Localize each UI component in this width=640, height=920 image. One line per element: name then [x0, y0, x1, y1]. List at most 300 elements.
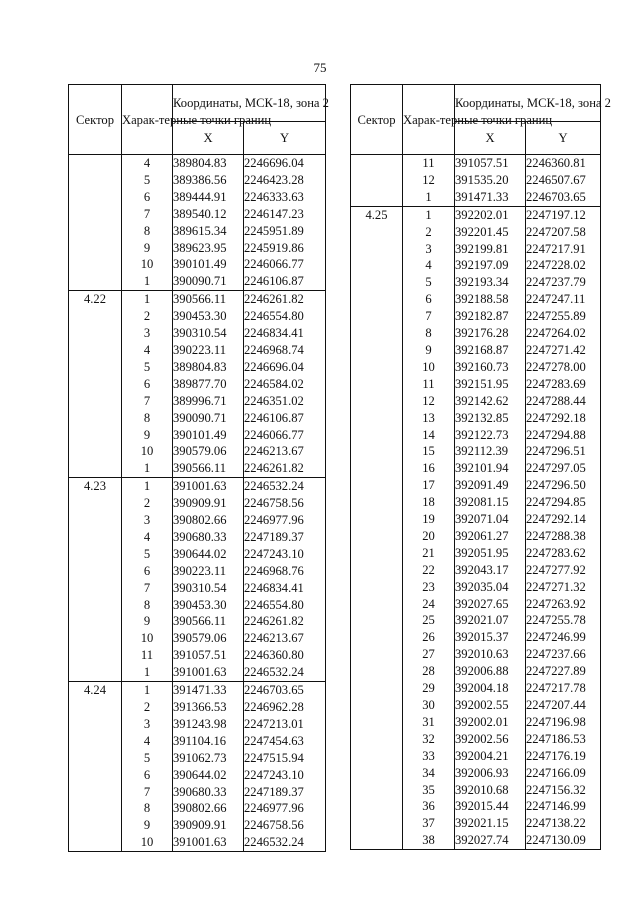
sector-cell — [351, 815, 403, 832]
y-cell: 2247207.44 — [526, 697, 601, 714]
x-cell: 392021.07 — [455, 612, 526, 629]
sector-cell — [69, 546, 122, 563]
sector-cell: 4.25 — [351, 206, 403, 223]
table-row — [351, 748, 601, 765]
x-cell: 392010.63 — [455, 646, 526, 663]
point-cell: 34 — [403, 765, 455, 782]
x-cell: 391104.16 — [173, 733, 244, 750]
point-cell: 7 — [403, 308, 455, 325]
x-cell: 389623.95 — [173, 240, 244, 257]
x-cell: 390802.66 — [173, 800, 244, 817]
point-cell: 3 — [122, 325, 173, 342]
x-cell: 392188.58 — [455, 291, 526, 308]
sector-cell: 4.24 — [69, 682, 122, 699]
sector-cell — [351, 274, 403, 291]
y-cell: 2247237.79 — [526, 274, 601, 291]
point-cell: 6 — [122, 376, 173, 393]
y-cell: 2247271.42 — [526, 342, 601, 359]
y-cell: 2247294.88 — [526, 427, 601, 444]
x-cell: 390223.11 — [173, 342, 244, 359]
sector-cell — [69, 647, 122, 664]
table-row — [69, 206, 326, 223]
x-cell: 392027.74 — [455, 832, 526, 849]
sector-cell — [69, 376, 122, 393]
sector-cell — [351, 748, 403, 765]
y-cell: 2246554.80 — [244, 597, 326, 614]
x-cell: 392035.04 — [455, 579, 526, 596]
x-cell: 389877.70 — [173, 376, 244, 393]
x-cell: 392043.17 — [455, 562, 526, 579]
y-cell: 2247176.19 — [526, 748, 601, 765]
point-cell: 8 — [122, 223, 173, 240]
sector-cell — [69, 223, 122, 240]
point-cell: 3 — [403, 241, 455, 258]
y-cell: 2246106.87 — [244, 273, 326, 290]
y-cell: 2246333.63 — [244, 189, 326, 206]
y-cell: 2247283.62 — [526, 545, 601, 562]
y-cell: 2246213.67 — [244, 443, 326, 460]
table-row — [69, 512, 326, 529]
y-cell: 2247228.02 — [526, 257, 601, 274]
point-cell: 27 — [403, 646, 455, 663]
y-cell: 2246968.76 — [244, 563, 326, 580]
y-cell: 2246584.02 — [244, 376, 326, 393]
x-cell: 390223.11 — [173, 563, 244, 580]
sector-cell — [351, 291, 403, 308]
table-row — [351, 545, 601, 562]
x-cell: 391057.51 — [455, 155, 526, 172]
point-cell: 6 — [403, 291, 455, 308]
x-cell: 392091.49 — [455, 477, 526, 494]
table-row — [351, 714, 601, 731]
point-cell: 4 — [122, 155, 173, 172]
table-row — [351, 189, 601, 206]
point-cell: 9 — [403, 342, 455, 359]
x-cell: 392176.28 — [455, 325, 526, 342]
table-row — [69, 613, 326, 630]
point-cell: 6 — [122, 767, 173, 784]
table-row — [351, 782, 601, 799]
sector-cell — [69, 664, 122, 681]
sector-cell — [351, 359, 403, 376]
y-cell: 2247277.92 — [526, 562, 601, 579]
sector-cell — [69, 767, 122, 784]
y-cell: 2247207.58 — [526, 224, 601, 241]
point-cell: 10 — [403, 359, 455, 376]
sector-cell — [351, 680, 403, 697]
table-row — [351, 765, 601, 782]
y-cell: 2247515.94 — [244, 750, 326, 767]
table-row — [69, 800, 326, 817]
x-cell: 392197.09 — [455, 257, 526, 274]
y-cell: 2246962.28 — [244, 699, 326, 716]
point-cell: 11 — [403, 376, 455, 393]
point-cell: 15 — [403, 443, 455, 460]
y-cell: 2247197.12 — [526, 206, 601, 223]
sector-cell — [69, 342, 122, 359]
x-cell: 392071.04 — [455, 511, 526, 528]
table-row — [351, 206, 601, 223]
y-cell: 2247296.51 — [526, 443, 601, 460]
table-row — [351, 511, 601, 528]
x-cell: 390579.06 — [173, 443, 244, 460]
table-row — [351, 798, 601, 815]
point-cell: 7 — [122, 784, 173, 801]
y-cell: 2246834.41 — [244, 580, 326, 597]
table-row — [69, 495, 326, 512]
y-cell: 2247255.89 — [526, 308, 601, 325]
sector-cell — [69, 427, 122, 444]
y-cell: 2247138.22 — [526, 815, 601, 832]
sector-cell — [351, 155, 403, 172]
y-cell: 2247278.00 — [526, 359, 601, 376]
y-cell: 2246968.74 — [244, 342, 326, 359]
sector-cell — [69, 817, 122, 834]
y-cell: 2246147.23 — [244, 206, 326, 223]
sector-cell — [351, 443, 403, 460]
y-cell: 2247292.14 — [526, 511, 601, 528]
table-row — [351, 241, 601, 258]
table-row — [69, 630, 326, 647]
x-cell: 392160.73 — [455, 359, 526, 376]
point-cell: 8 — [403, 325, 455, 342]
y-cell: 2246703.65 — [244, 682, 326, 699]
x-cell: 392081.15 — [455, 494, 526, 511]
table-row — [351, 172, 601, 189]
y-cell: 2245919.86 — [244, 240, 326, 257]
point-cell: 2 — [403, 224, 455, 241]
table-row — [69, 308, 326, 325]
point-cell: 25 — [403, 612, 455, 629]
point-cell: 10 — [122, 630, 173, 647]
point-cell: 9 — [122, 427, 173, 444]
sector-cell — [351, 832, 403, 849]
sector-cell — [351, 427, 403, 444]
sector-cell — [69, 630, 122, 647]
x-cell: 390909.91 — [173, 495, 244, 512]
sector-cell — [69, 325, 122, 342]
x-cell: 392006.93 — [455, 765, 526, 782]
sector-cell — [351, 325, 403, 342]
x-cell: 392027.65 — [455, 596, 526, 613]
y-cell: 2247130.09 — [526, 832, 601, 849]
point-cell: 10 — [122, 443, 173, 460]
sector-cell — [351, 393, 403, 410]
sector-cell — [69, 750, 122, 767]
table-row — [351, 359, 601, 376]
x-cell: 390579.06 — [173, 630, 244, 647]
sector-cell — [351, 562, 403, 579]
sector-header: Сектор — [351, 85, 403, 155]
x-cell: 392201.45 — [455, 224, 526, 241]
table-row — [351, 477, 601, 494]
sector-cell — [351, 410, 403, 427]
point-cell: 22 — [403, 562, 455, 579]
y-cell: 2247243.10 — [244, 546, 326, 563]
x-cell: 392015.37 — [455, 629, 526, 646]
x-cell: 391471.33 — [173, 682, 244, 699]
sector-cell — [351, 697, 403, 714]
table-row — [351, 155, 601, 172]
sector-cell — [351, 189, 403, 206]
sector-cell — [69, 410, 122, 427]
y-cell: 2246213.67 — [244, 630, 326, 647]
table-row — [69, 784, 326, 801]
table-row — [69, 478, 326, 495]
point-cell: 2 — [122, 495, 173, 512]
x-cell: 392004.18 — [455, 680, 526, 697]
table-row — [69, 682, 326, 699]
table-row — [69, 325, 326, 342]
x-cell: 392112.39 — [455, 443, 526, 460]
y-cell: 2246106.87 — [244, 410, 326, 427]
x-cell: 392193.34 — [455, 274, 526, 291]
coordinates-table-left — [68, 84, 329, 852]
y-cell: 2246703.65 — [526, 189, 601, 206]
x-header: X — [173, 122, 244, 155]
table-row — [69, 359, 326, 376]
table-row — [69, 460, 326, 477]
table-row — [69, 716, 326, 733]
table-row — [351, 376, 601, 393]
y-cell: 2247255.78 — [526, 612, 601, 629]
y-cell: 2246360.80 — [244, 647, 326, 664]
x-cell: 389804.83 — [173, 155, 244, 172]
sector-cell — [351, 579, 403, 596]
point-cell: 8 — [122, 597, 173, 614]
sector-cell — [69, 563, 122, 580]
coordinates-header: Координаты, МСК-18, зона 2 — [173, 85, 326, 122]
table-row — [351, 274, 601, 291]
table-row — [69, 223, 326, 240]
y-cell: 2247156.32 — [526, 782, 601, 799]
x-cell: 390680.33 — [173, 529, 244, 546]
y-cell: 2246532.24 — [244, 834, 326, 851]
y-cell: 2247217.78 — [526, 680, 601, 697]
x-cell: 392122.73 — [455, 427, 526, 444]
point-cell: 5 — [122, 359, 173, 376]
y-cell: 2247189.37 — [244, 784, 326, 801]
table-row — [69, 834, 326, 851]
point-cell: 4 — [122, 733, 173, 750]
point-cell: 1 — [122, 478, 173, 495]
x-cell: 391471.33 — [455, 189, 526, 206]
table-body-left — [69, 155, 326, 852]
sector-cell — [69, 155, 122, 172]
table-row — [69, 664, 326, 681]
point-cell: 1 — [122, 664, 173, 681]
sector-cell — [351, 646, 403, 663]
y-cell: 2246696.04 — [244, 155, 326, 172]
y-cell: 2247292.18 — [526, 410, 601, 427]
sector-cell — [69, 359, 122, 376]
sector-cell — [69, 206, 122, 223]
x-cell: 392199.81 — [455, 241, 526, 258]
y-cell: 2247288.44 — [526, 393, 601, 410]
sector-cell — [69, 172, 122, 189]
table-row — [351, 731, 601, 748]
point-cell: 11 — [403, 155, 455, 172]
point-cell: 3 — [122, 716, 173, 733]
point-cell: 12 — [403, 172, 455, 189]
table-row — [351, 832, 601, 849]
x-cell: 391366.53 — [173, 699, 244, 716]
point-cell: 28 — [403, 663, 455, 680]
y-cell: 2247166.09 — [526, 765, 601, 782]
x-cell: 389444.91 — [173, 189, 244, 206]
point-cell: 4 — [122, 342, 173, 359]
point-cell: 5 — [403, 274, 455, 291]
table-row — [69, 155, 326, 172]
x-cell: 392002.55 — [455, 697, 526, 714]
table-row — [69, 172, 326, 189]
x-cell: 392006.88 — [455, 663, 526, 680]
point-cell: 9 — [122, 817, 173, 834]
sector-cell — [351, 342, 403, 359]
x-cell: 390090.71 — [173, 273, 244, 290]
point-cell: 1 — [122, 273, 173, 290]
sector-cell — [69, 512, 122, 529]
y-cell: 2247288.38 — [526, 528, 601, 545]
table-row — [69, 256, 326, 273]
y-cell: 2247296.50 — [526, 477, 601, 494]
sector-cell — [351, 731, 403, 748]
table-row — [69, 410, 326, 427]
sector-header: Сектор — [69, 85, 122, 155]
sector-cell — [351, 545, 403, 562]
x-cell: 389386.56 — [173, 172, 244, 189]
y-cell: 2247454.63 — [244, 733, 326, 750]
point-cell: 3 — [122, 512, 173, 529]
table-row — [351, 393, 601, 410]
sector-cell — [69, 308, 122, 325]
sector-cell — [351, 241, 403, 258]
y-header: Y — [244, 122, 326, 155]
y-cell: 2247294.85 — [526, 494, 601, 511]
x-cell: 392132.85 — [455, 410, 526, 427]
point-cell: 8 — [122, 800, 173, 817]
y-cell: 2246532.24 — [244, 664, 326, 681]
y-cell: 2245951.89 — [244, 223, 326, 240]
table-row — [69, 817, 326, 834]
point-cell: 31 — [403, 714, 455, 731]
table-row — [69, 443, 326, 460]
point-cell: 14 — [403, 427, 455, 444]
table-row — [69, 647, 326, 664]
x-cell: 392202.01 — [455, 206, 526, 223]
table-row — [351, 257, 601, 274]
x-cell: 390566.11 — [173, 613, 244, 630]
sector-cell — [69, 495, 122, 512]
sector-cell — [351, 224, 403, 241]
table-row — [351, 308, 601, 325]
y-cell: 2246696.04 — [244, 359, 326, 376]
table-row — [351, 629, 601, 646]
point-cell: 33 — [403, 748, 455, 765]
y-cell: 2246423.28 — [244, 172, 326, 189]
point-cell: 4 — [122, 529, 173, 546]
y-cell: 2247217.91 — [526, 241, 601, 258]
table-row — [69, 342, 326, 359]
point-cell: 20 — [403, 528, 455, 545]
sector-cell — [69, 834, 122, 851]
table-row — [351, 427, 601, 444]
x-cell: 392010.68 — [455, 782, 526, 799]
y-cell: 2247196.98 — [526, 714, 601, 731]
table-body-right — [351, 155, 601, 850]
y-cell: 2246977.96 — [244, 512, 326, 529]
sector-cell — [69, 733, 122, 750]
y-cell: 2247213.01 — [244, 716, 326, 733]
table-row — [351, 596, 601, 613]
y-cell: 2247227.89 — [526, 663, 601, 680]
x-cell: 390566.11 — [173, 460, 244, 477]
point-cell: 7 — [122, 206, 173, 223]
point-cell: 32 — [403, 731, 455, 748]
point-cell: 10 — [122, 256, 173, 273]
table-row — [351, 325, 601, 342]
point-cell: 11 — [122, 647, 173, 664]
table-row — [351, 291, 601, 308]
x-cell: 390310.54 — [173, 580, 244, 597]
sector-cell — [351, 629, 403, 646]
x-cell: 390909.91 — [173, 817, 244, 834]
table-row — [69, 393, 326, 410]
sector-cell — [351, 460, 403, 477]
sector-cell — [69, 784, 122, 801]
sector-cell — [69, 443, 122, 460]
table-row — [351, 494, 601, 511]
point-cell: 16 — [403, 460, 455, 477]
y-cell: 2246758.56 — [244, 495, 326, 512]
x-cell: 392004.21 — [455, 748, 526, 765]
x-cell: 392015.44 — [455, 798, 526, 815]
x-cell: 389615.34 — [173, 223, 244, 240]
table-row — [69, 529, 326, 546]
point-cell: 1 — [403, 189, 455, 206]
point-cell: 13 — [403, 410, 455, 427]
sector-cell — [351, 612, 403, 629]
table-row — [351, 646, 601, 663]
table-row — [351, 663, 601, 680]
table-row — [69, 597, 326, 614]
y-cell: 2246360.81 — [526, 155, 601, 172]
sector-cell — [69, 393, 122, 410]
table-row — [351, 460, 601, 477]
y-cell: 2246977.96 — [244, 800, 326, 817]
sector-cell: 4.23 — [69, 478, 122, 495]
point-cell: 8 — [122, 410, 173, 427]
point-cell: 18 — [403, 494, 455, 511]
point-cell: 21 — [403, 545, 455, 562]
characteristic-points-header: Харак-терные точки границ — [403, 85, 455, 155]
table-row — [351, 562, 601, 579]
table-row — [69, 767, 326, 784]
point-cell: 19 — [403, 511, 455, 528]
y-cell: 2246261.82 — [244, 613, 326, 630]
x-cell: 391057.51 — [173, 647, 244, 664]
point-cell: 6 — [122, 563, 173, 580]
sector-cell — [351, 782, 403, 799]
table-row — [351, 528, 601, 545]
sector-cell — [69, 460, 122, 477]
sector-cell — [69, 613, 122, 630]
x-cell: 392002.01 — [455, 714, 526, 731]
point-cell: 7 — [122, 393, 173, 410]
x-cell: 392061.27 — [455, 528, 526, 545]
x-cell: 392151.95 — [455, 376, 526, 393]
x-cell: 392101.94 — [455, 460, 526, 477]
